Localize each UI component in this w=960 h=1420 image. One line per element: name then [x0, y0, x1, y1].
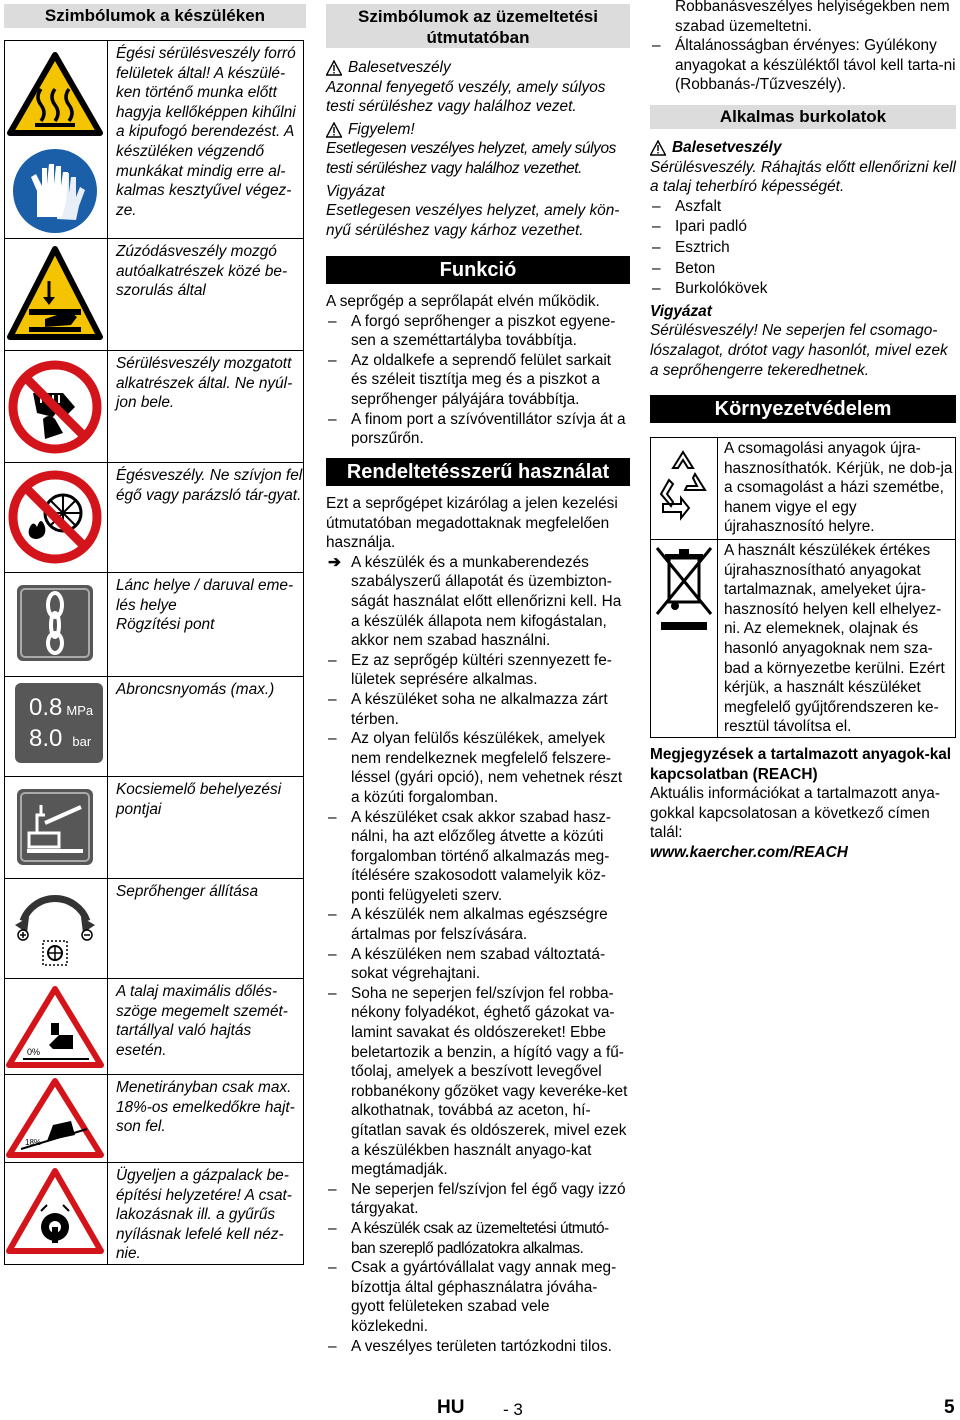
- list-item: – A készülék nem alkalmas egészségre ártalmas por felszívására.: [328, 906, 608, 944]
- max-incline-icon: [5, 1075, 105, 1161]
- table-row: [5, 573, 304, 677]
- list-item-text: A készülék és a munkaberendezés szabályszerű állapotát és üzembizton-ságát használat előtt ellenőrizni kell. Ha a készülék állapota nem kifogástalan, akkor nem szabad használni.: [351, 553, 622, 650]
- list-item: – Ez az seprőgép kültéri szennyezett fe-lületek seprésére alkalmas.: [328, 651, 612, 689]
- list-item: – Aszfalt: [652, 197, 722, 215]
- symbol-cell: [651, 438, 718, 540]
- list-item: – Ne seperjen fel/szívjon fel égő vagy izzó tárgyakat.: [328, 1180, 626, 1218]
- list-item-text: Esztrich: [675, 238, 730, 256]
- function-section: [326, 292, 630, 449]
- suitable-surfaces-section: [650, 138, 956, 380]
- slope-badge: 0%: [27, 1047, 41, 1057]
- symbol-cell: [5, 879, 108, 979]
- chain-icon: [5, 573, 105, 673]
- caution-title: Vigyázat: [650, 302, 712, 320]
- list-item: [650, 0, 956, 36]
- warning-triangle-icon: [650, 140, 666, 156]
- table-row: [5, 677, 304, 777]
- warning-triangle-icon: [326, 60, 342, 76]
- symbol-description: Égésveszély. Ne szívjon fel égő vagy parázsló tár-gyat.: [108, 463, 304, 573]
- symbol-cell: [5, 239, 108, 351]
- symbol-description: Égési sérülésveszély forró felületek által! A készülé-ken történő munka előtt hagyja kellőképpen kihűlni a kipufogó berendezést. A készüléken végzendő munkákat mindig erre al-kalmas kesztyűvel végez-ze.: [108, 41, 304, 239]
- intended-use-intro: Ezt a seprőgépet kizárólag a jelen kezelési útmutatóban megadottaknak megfelelően használja.: [326, 495, 618, 552]
- tire-pressure-icon: [15, 683, 103, 763]
- list-item: – Burkolókövek: [652, 280, 768, 298]
- environment-heading: Környezetvédelem: [650, 395, 956, 423]
- roller-adjust-icon: [5, 881, 105, 977]
- list-item: – Csak a gyártóvállalat vagy annak meg-bízottja által géphasználatra jóváha-gyott felületeken szabad vele közlekedni.: [328, 1259, 617, 1335]
- table-row: [5, 979, 304, 1075]
- symbol-description: Abroncsnyomás (max.): [108, 677, 304, 777]
- function-heading: Funkció: [326, 256, 630, 284]
- symbol-description: Kocsiemelő behelyezési pontjai: [108, 777, 304, 879]
- list-item: – A készüléken nem szabad változtatá-sokat végrehajtani.: [328, 945, 606, 983]
- symbol-description: Sérülésveszély mozgatott alkatrészek által. Ne nyúl-jon bele.: [108, 351, 304, 463]
- warning-title: Figyelem!: [348, 120, 415, 138]
- symbols-table: [4, 40, 304, 1265]
- environment-text: A használt készülékek értékes újrahasznosítható anyagokat tartalmaznak, amelyeket újra-hasznosító helyen kell elhelyez-ni. Az elemeknek, olajnak és hasonló anyagoknak nem sza-bad a környezetbe kerülni. Ezért kérjük, a használt készüléket megfelelő gyűjtőrendszeren ke-resztül távolítsa el.: [718, 540, 956, 738]
- signal-words-section: [326, 58, 630, 240]
- list-item: – Soha ne seperjen fel/szívjon fel robba-nékony folyadékot, éghető gázokat va-lamint savakat és oldószereket! Ebbe beletartozik a benzin, a hígító vagy a fű-tőolaj, amelyek a beszívott levegővel robbanékony gőzöket vagy keveréke-ket alkothatnak, továbbá az aceton, hí-gítatlan savak és oldószerek, mivel ezek a készülékben használt anyago-kat megtámadják.: [328, 984, 628, 1179]
- table-row: [651, 438, 956, 540]
- incline-badge: 18%: [25, 1138, 42, 1147]
- gas-cylinder-icon: [5, 1165, 105, 1261]
- list-item-text: Az oldalkefe a seprendő felület sarkait és széleit tisztítja meg és a piszkot a seprőhenger pályájára továbbítja.: [351, 351, 612, 408]
- symbol-cell: [651, 540, 718, 738]
- table-row: [5, 777, 304, 879]
- footer-language: HU: [437, 1397, 465, 1418]
- table-row: [5, 463, 304, 573]
- symbol-cell: [5, 463, 108, 573]
- reach-section: [650, 745, 956, 863]
- manual-symbols-heading: Szimbólumok az üzemeltetési útmutatóban: [326, 4, 630, 48]
- table-row: [5, 351, 304, 463]
- no-burning-objects-icon: [5, 467, 105, 567]
- table-row: [5, 1075, 304, 1163]
- jack-point-icon: [5, 777, 105, 877]
- hot-surface-warning-icon: [5, 49, 105, 145]
- pressure-mpa-unit: MPa: [66, 703, 94, 718]
- environment-text: A csomagolási anyagok újra-hasznosíthatók. Kérjük, ne dob-ja a csomagolást a házi szemétbe, hanem vigye el egy újrahasznosító helyre.: [718, 438, 956, 540]
- list-item-text: Ez az seprőgép kültéri szennyezett fe-lületek seprésére alkalmas.: [351, 651, 612, 689]
- symbols-on-device-heading: Szimbólumok a készüléken: [4, 4, 306, 28]
- list-item-text: Soha ne seperjen fel/szívjon fel robba-nékony folyadékot, éghető gázokat va-lamint savakat és oldószereket! Ebbe beletartozik a benzin, a hígító vagy a fű-tőolaj, amelyek a beszívott levegővel robbanékony gőzöket vagy keveréke-ket alkothatnak, továbbá az aceton, hí-gítatlan savak és oldószerek, mivel ezek a készülékben használt anyago-kat megtámadják.: [351, 984, 628, 1179]
- list-item: – Ipari padló: [652, 218, 747, 236]
- footer-page-number: 5: [944, 1397, 955, 1418]
- table-row: [5, 879, 304, 979]
- intended-use-heading: Rendeltetésszerű használat: [326, 458, 630, 486]
- table-row: [5, 239, 304, 351]
- danger-text: Azonnal fenyegető veszély, amely súlyos testi sérüléshez vagy halálhoz vezet.: [326, 78, 606, 116]
- list-item: – A forgó seprőhenger a piszkot egyene-sen a szeméttartályba továbbítja.: [328, 312, 616, 350]
- symbol-cell: [5, 351, 108, 463]
- list-item-text: A finom port a szívóventillátor szívja át a porszűrőn.: [351, 410, 626, 448]
- list-item-text: Aszfalt: [675, 197, 722, 215]
- list-item-text: Ipari padló: [675, 218, 747, 236]
- list-item: – Esztrich: [652, 238, 730, 256]
- list-item-text: A készüléken nem szabad változtatá-sokat végrehajtani.: [351, 945, 606, 983]
- no-reach-in-icon: [5, 357, 105, 457]
- symbol-cell: [5, 677, 108, 777]
- pressure-bar-value: 8.0: [29, 725, 63, 752]
- list-item: – Az olyan felülős készülékek, amelyek nem rendelkeznek megfelelő felszere-léssel (gyári opció), nem vehetnek részt a közúti forgalomban.: [328, 730, 623, 806]
- symbol-cell: [5, 41, 108, 239]
- symbol-cell: [5, 1075, 108, 1163]
- list-item-text: Burkolókövek: [675, 280, 768, 298]
- list-item-text: A forgó seprőhenger a piszkot egyene-sen a szeméttartályba továbbítja.: [351, 312, 616, 350]
- list-item-text: A készüléket soha ne alkalmazza zárt térben.: [351, 690, 608, 728]
- list-item: – A készüléket soha ne alkalmazza zárt térben.: [328, 690, 608, 728]
- list-item-text: A készülék csak az üzemeltetési útmutó-ban szereplő padlózatokra alkalmas.: [351, 1219, 609, 1257]
- list-item-text: Ne seperjen fel/szívjon fel égő vagy izzó tárgyakat.: [351, 1180, 626, 1218]
- list-item-text: A készülék nem alkalmas egészségre ártalmas por felszívására.: [351, 906, 608, 944]
- symbol-description: Ügyeljen a gázpalack be-építési helyzetére! A csat-lakozásnak ill. a gyűrűs nyílásnak lefelé kell néz-nie.: [108, 1163, 304, 1265]
- symbol-description: Lánc helye / daruval eme-lés helye Rögzítési pont: [108, 573, 304, 677]
- list-item: – A készüléket csak akkor szabad hasz-nálni, ha azt előzőleg átvette a közúti forgalomban történő alkalmazás meg-ítélésére szakosodott valamelyik köz-ponti felügyeleti szerv.: [328, 808, 612, 904]
- symbol-description: Zúzódásveszély mozgó autóalkatrészek közé be-szorulás által: [108, 239, 304, 351]
- danger-heading: [650, 138, 956, 158]
- reach-url-link[interactable]: www.kaercher.com/REACH: [650, 843, 848, 861]
- recycle-icon: [651, 438, 717, 534]
- intended-use-section: [326, 494, 630, 1356]
- reach-title: Megjegyzések a tartalmazott anyagok-kal kapcsolatban (REACH): [650, 746, 952, 783]
- list-item-text: Általánosságban érvényes: Gyúlékony anyagokat a készüléktől távol kell tarta-ni (Robbanás-/Tűzveszély).: [675, 37, 956, 94]
- pressure-mpa-value: 0.8: [29, 694, 63, 721]
- caution-text: Sérülésveszély! Ne seperjen fel csomago-lószalagot, drótot vagy hasonlót, mivel ezek a seprőhengerre tekeredhetnek.: [650, 322, 948, 379]
- pressure-bar-unit: bar: [72, 734, 92, 749]
- function-intro: A seprőgép a seprőlapát elvén működik.: [326, 293, 600, 310]
- symbol-cell: [5, 1163, 108, 1265]
- symbol-description: A talaj maximális dőlés-szöge megemelt szemét-tartállyal való hajtás esetén.: [108, 979, 304, 1075]
- list-item-text: Beton: [675, 259, 716, 277]
- caution-title: Vigyázat: [326, 182, 385, 200]
- footer-page-ref: - 3: [503, 1400, 523, 1419]
- list-item: – A készülék csak az üzemeltetési útmutó-ban szereplő padlózatokra alkalmas.: [328, 1219, 609, 1257]
- warning-triangle-icon: [326, 122, 342, 138]
- list-item-text: Csak a gyártóvállalat vagy annak meg-bízottja által géphasználatra jóváha-gyott felületeken szabad vele közlekedni.: [351, 1259, 617, 1335]
- symbol-cell: [5, 573, 108, 677]
- danger-text: Sérülésveszély. Ráhajtás előtt ellenőrizni kell a talaj teherbíró képességét.: [650, 158, 956, 196]
- danger-title: Balesetveszély: [672, 139, 782, 156]
- table-row: [651, 540, 956, 738]
- crossed-bin-icon: [651, 542, 717, 642]
- reach-text: Aktuális információkat a tartalmazott anya-gokkal kapcsolatosan a következő címen talál:: [650, 785, 940, 842]
- symbol-description: Menetirányban csak max. 18%-os emelkedőkre hajt-son fel.: [108, 1075, 304, 1163]
- crush-hazard-icon: [5, 243, 105, 347]
- list-item: – A finom port a szívóventillátor szívja át a porszűrőn.: [328, 410, 626, 448]
- symbol-cell: [5, 777, 108, 879]
- list-item: – A veszélyes területen tartózkodni tilos.: [328, 1337, 612, 1355]
- list-item-text: A készüléket csak akkor szabad hasz-nálni, ha azt előzőleg átvette a közúti forgalomban történő alkalmazás meg-ítélésére szakosodott valamelyik köz-ponti felügyeleti szerv.: [351, 808, 612, 904]
- list-item: – Az oldalkefe a seprendő felület sarkait és széleit tisztítja meg és a piszkot a seprőhenger pályájára továbbítja.: [328, 351, 612, 408]
- table-row: [5, 1163, 304, 1265]
- list-item-text: Az olyan felülős készülékek, amelyek nem rendelkeznek megfelelő felszere-léssel (gyári opció), nem vehetnek részt a közúti forgalomban.: [351, 730, 623, 806]
- environment-table: [650, 437, 956, 738]
- danger-title: Balesetveszély: [348, 59, 451, 76]
- list-item-text: A veszélyes területen tartózkodni tilos.: [351, 1337, 612, 1355]
- max-slope-icon: [5, 983, 105, 1073]
- suitable-surfaces-heading: Alkalmas burkolatok: [650, 105, 956, 129]
- danger-heading: [326, 58, 630, 78]
- symbol-cell: [5, 979, 108, 1075]
- continued-list: [650, 0, 956, 95]
- list-item: – Beton: [652, 259, 716, 277]
- gloves-icon: [5, 145, 105, 237]
- symbol-description: Seprőhenger állítása: [108, 879, 304, 979]
- list-item-text: Robbanásveszélyes helyiségekben nem szabad üzemeltetni.: [675, 0, 950, 35]
- table-row: [5, 41, 304, 239]
- list-item: ➔ A készülék és a munkaberendezés szabályszerű állapotát és üzembizton-ságát használat előtt ellenőrizni kell. Ha a készülék állapota nem kifogástalan, akkor nem szabad használni.: [328, 553, 622, 650]
- warning-heading: [326, 120, 630, 140]
- warning-text: Esetlegesen veszélyes helyzet, amely súlyos testi sérüléshez vagy halálhoz vezethet.: [326, 140, 616, 177]
- list-item: – Általánosságban érvényes: Gyúlékony anyagokat a készüléktől távol kell tarta-ni (Robbanás-/Tűzveszély).: [652, 37, 956, 94]
- caution-text: Esetlegesen veszélyes helyzet, amely kön-nyű sérüléshez vagy kárhoz vezethet.: [326, 202, 620, 239]
